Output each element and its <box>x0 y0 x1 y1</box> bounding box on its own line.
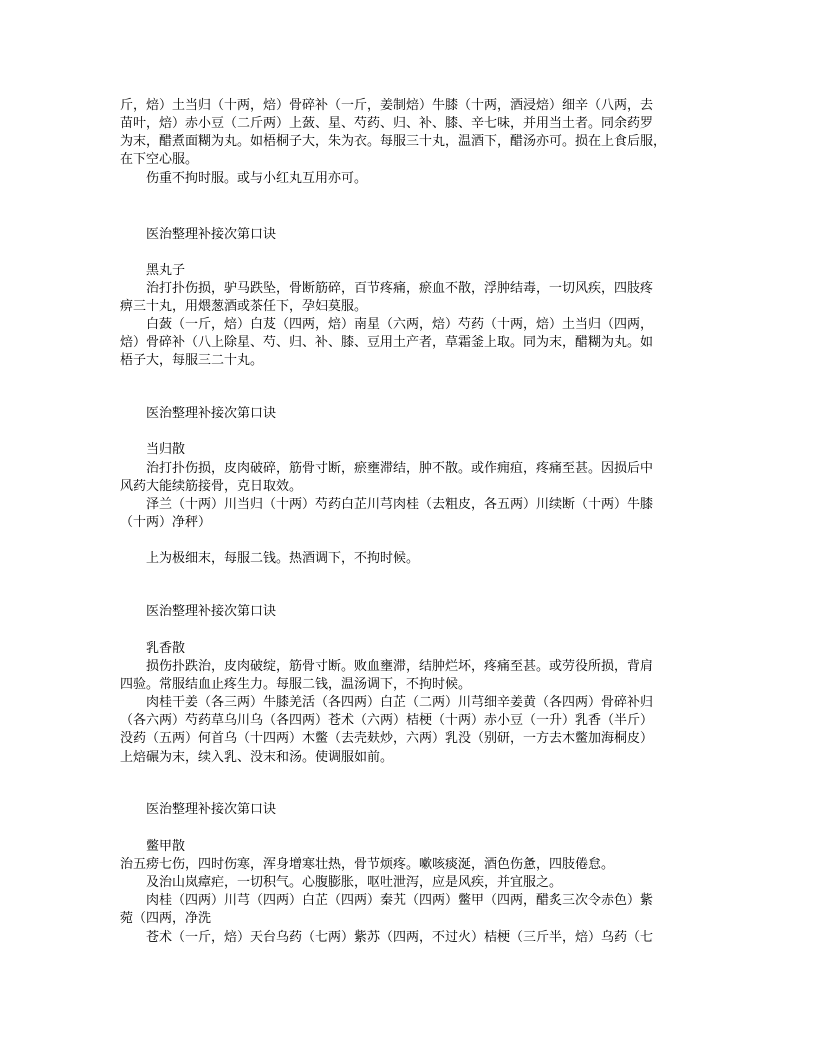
text-line: 肉桂干姜（各三两）牛膝羌活（各四两）白芷（二两）川芎细辛姜黄（各四两）骨碎补归 <box>146 695 654 710</box>
text-line: 上焙碾为末，续入乳、没末和汤。使调服如前。 <box>120 750 394 765</box>
text-line: 苍术（一斤，焙）天台乌药（七两）紫苏（四两，不过火）桔梗（三斤半，焙）乌药（七 <box>146 930 654 945</box>
text-line: 四验。常服结血止疼生力。每服二钱，温汤调下，不拘时候。 <box>120 677 472 692</box>
section-heading: 医治整理补接次第口诀 <box>146 802 277 817</box>
section-title: 鳖甲散 <box>146 839 186 854</box>
section-title: 黑丸子 <box>146 263 186 278</box>
text-line: 白蔹（一斤，焙）白芨（四两，焙）南星（六两，焙）芍药（十两，焙）土当归（四两， <box>146 317 654 332</box>
text-line: 没药（五两）何首乌（十四两）木鳖（去壳麸炒，六两）乳没（别研，一方去木鳖加海桐皮） <box>120 731 654 746</box>
text-line: 治打扑伤损，驴马跌坠，骨断筋碎，百节疼痛，瘀血不散，浮肿结毒，一切风疾，四肢疼 <box>146 281 654 296</box>
text-line: 在下空心服。 <box>120 152 199 167</box>
section-heading: 医治整理补接次第口诀 <box>146 227 277 242</box>
text-line: 焙）骨碎补（八上除星、芍、归、补、膝、豆用土产者，草霜釜上取。同为末，醋糊为丸。如 <box>120 335 654 350</box>
text-line: 损伤扑跌治，皮肉破绽，筋骨寸断。败血壅滞，结肿烂坏，疼痛至甚。或劳役所损，背肩 <box>146 659 654 674</box>
text-line: 为末，醋煮面糊为丸。如梧桐子大，朱为衣。每服三十丸，温酒下，醋汤亦可。损在上食后服， <box>120 134 667 149</box>
text-line: （各六两）芍药草乌川乌（各四两）苍术（六两）桔梗（十两）赤小豆（一升）乳香（半斤） <box>120 713 654 728</box>
section-heading: 医治整理补接次第口诀 <box>146 604 277 619</box>
section-title: 当归散 <box>146 442 186 457</box>
text-line: 肉桂（四两）川芎（四两）白芷（四两）秦艽（四两）鳖甲（四两，醋炙三次令赤色）紫 <box>146 893 654 908</box>
text-line: 及治山岚瘴疟，一切积气。心腹膨胀，呕吐泄泻，应是风疾，并宜服之。 <box>146 875 563 890</box>
text-line: 伤重不拘时服。或与小红丸互用亦可。 <box>146 171 368 186</box>
text-line: 上为极细末，每服二钱。热酒调下，不拘时候。 <box>146 551 420 566</box>
text-line: 梧子大，每服三二十丸。 <box>120 353 264 368</box>
text-line: 泽兰（十两）川当归（十两）芍药白芷川芎肉桂（去粗皮，各五两）川续断（十两）牛膝 <box>146 497 654 512</box>
text-line: 菀（四两，净洗 <box>120 911 212 926</box>
text-line: 治五痨七伤，四时伤寒，浑身增寒壮热，骨节烦疼。嗽咳痰涎，酒色伤惫，四肢倦怠。 <box>120 857 615 872</box>
text-line: 风药大能续筋接骨，克日取效。 <box>120 479 303 494</box>
text-line: 治打扑伤损，皮肉破碎，筋骨寸断，瘀壅滞结，肿不散。或作痈疽，疼痛至甚。因损后中 <box>146 461 654 476</box>
section-title: 乳香散 <box>146 641 186 656</box>
text-line: （十两）净秤） <box>120 515 212 530</box>
text-line: 斤，焙）土当归（十两，焙）骨碎补（一斤，姜制焙）牛膝（十两，酒浸焙）细辛（八两，去 <box>120 98 654 113</box>
text-line: 苗叶，焙）赤小豆（二斤两）上蔹、星、芍药、归、补、膝、辛七味，并用当土者。同余药罗 <box>120 116 654 131</box>
text-line: 痹三十丸，用煨葱酒或茶任下，孕妇莫服。 <box>120 299 368 314</box>
section-heading: 医治整理补接次第口诀 <box>146 406 277 421</box>
